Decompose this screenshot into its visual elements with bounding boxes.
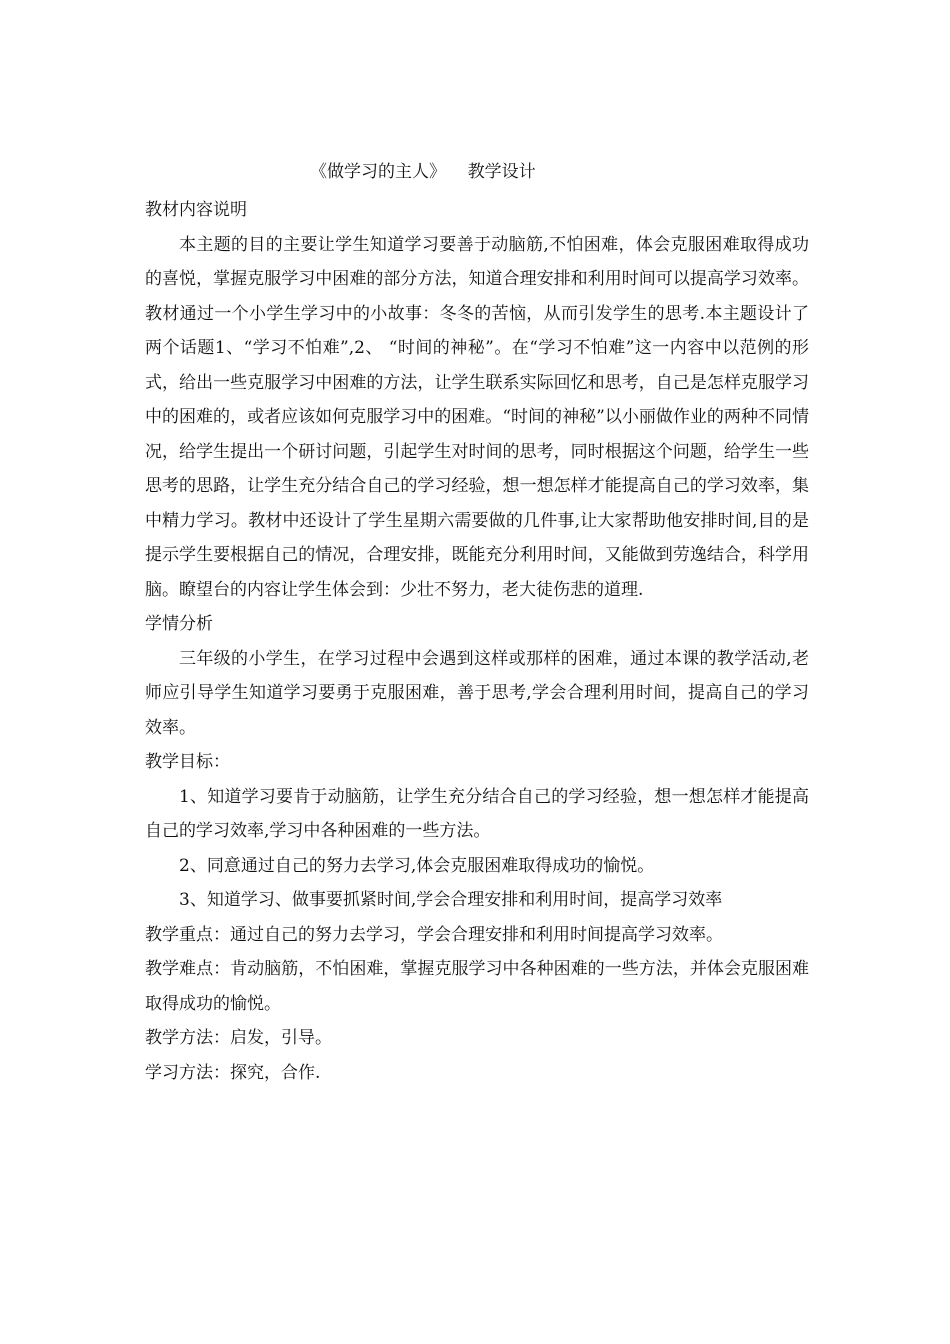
teaching-method: 教学方法：启发，引导。 bbox=[145, 1028, 332, 1048]
section-heading-analysis: 学情分析 bbox=[145, 614, 213, 634]
section-heading-goals: 教学目标： bbox=[145, 752, 230, 772]
learning-method: 学习方法：探究，合作. bbox=[145, 1062, 321, 1083]
paragraph-material: 本主题的目的主要让学生知道学习要善于动脑筋,不怕困难，体会克服困难取得成功的喜悦，掌握克服学习中困难的部分方法，知道合理安排和利用时间可以提高学习效率。教材通过一个小学生学习中的小故事：冬冬的苦恼，从而引发学生的思考.本主题设计了两个话题1、“学习不怕难”,2、 “时间的神秘”。在“学习不怕难”这一内容中以范例的形式，给出一些克服学习中困难的方法，让学生联系实际回忆和思考，自己是怎样克服学习中的困难的，或者应该如何克服学习中的困难。“时间的神秘”以小丽做作业的两种不同情况，给学生提出一个研讨问题，引起学生对时间的思考，同时根据这个问题，给学生一些思考的思路，让学生充分结合自己的学习经验，想一想怎样才能提高自己的学习效率，集中精力学习。教材中还设计了学生星期六需要做的几件事,让大家帮助他安排时间,目的是提示学生要根据自己的情况，合理安排，既能充分利用时间，又能做到劳逸结合，科学用脑。瞭望台的内容让学生体会到：少壮不努力，老大徒伤悲的道理. bbox=[145, 234, 809, 600]
key-point: 教学重点：通过自己的努力去学习，学会合理安排和利用时间提高学习效率。 bbox=[145, 924, 723, 945]
goal-item-3: 3、知道学习、做事要抓紧时间,学会合理安排和利用时间，提高学习效率 bbox=[179, 890, 723, 910]
document-body bbox=[145, 193, 809, 1090]
paragraph-analysis: 三年级的小学生，在学习过程中会遇到这样或那样的困难，通过本课的教学活动,老师应引导学生知道学习要勇于克服困难，善于思考,学会合理利用时间，提高自己的学习效率。 bbox=[145, 648, 809, 738]
difficult-point: 教学难点：肯动脑筋，不怕困难，掌握克服学习中各种困难的一些方法，并体会克服困难取得成功的愉悦。 bbox=[145, 959, 809, 1014]
goal-item-1: 1、知道学习要肯于动脑筋，让学生充分结合自己的学习经验，想一想怎样才能提高自己的学习效率,学习中各种困难的一些方法。 bbox=[145, 786, 809, 841]
goal-item-2: 2、同意通过自己的努力去学习,体会克服困难取得成功的愉悦。 bbox=[179, 855, 655, 876]
section-heading-material: 教材内容说明 bbox=[145, 200, 247, 220]
document-title: 《做学习的主人》 教学设计 bbox=[310, 162, 536, 182]
